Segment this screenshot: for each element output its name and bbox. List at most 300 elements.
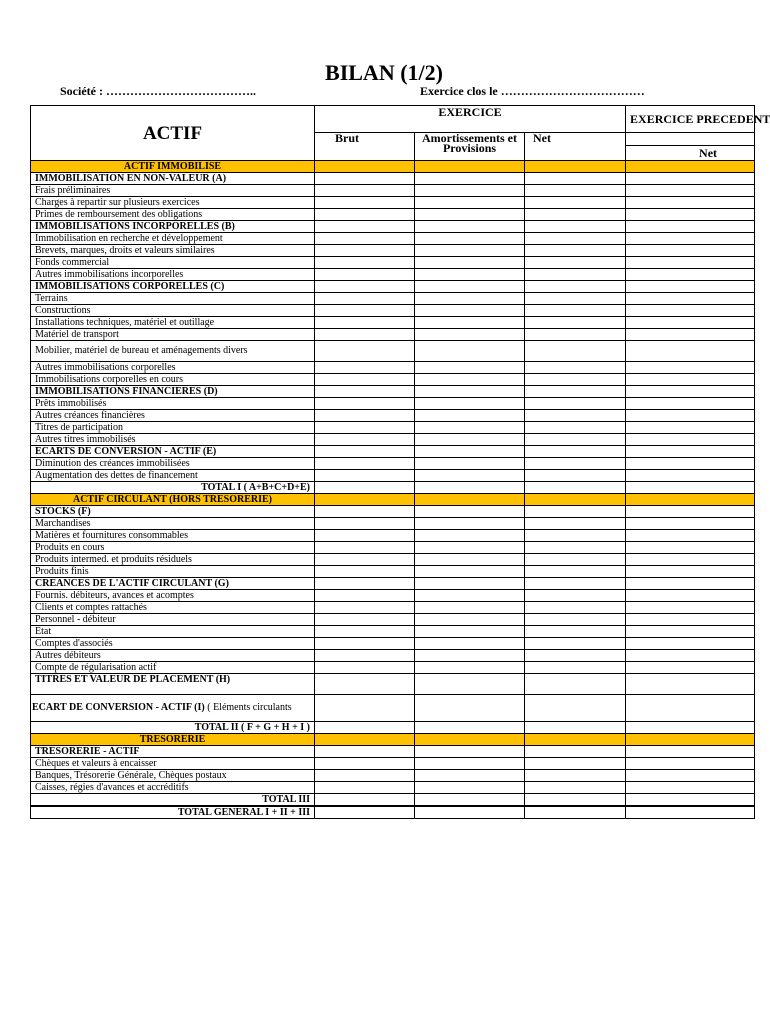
- row-label: ACTIF CIRCULANT (HORS TRESORERIE): [31, 494, 315, 506]
- amortissements-cell[interactable]: [415, 542, 525, 554]
- table-row: [31, 542, 755, 554]
- brut-cell[interactable]: [315, 398, 415, 410]
- amortissements-cell[interactable]: [415, 434, 525, 446]
- net-cell[interactable]: [525, 305, 626, 317]
- table-row: [31, 638, 755, 650]
- table-row: [31, 209, 755, 221]
- amortissements-cell[interactable]: [415, 695, 525, 722]
- brut-cell[interactable]: [315, 221, 415, 233]
- net-header: Net: [525, 133, 626, 161]
- net-cell[interactable]: [525, 758, 626, 770]
- brut-cell[interactable]: [315, 518, 415, 530]
- row-label: Comptes d'associés: [31, 638, 315, 650]
- net-prev-cell[interactable]: [626, 674, 755, 695]
- net-prev-cell[interactable]: [626, 602, 755, 614]
- brut-cell[interactable]: [315, 197, 415, 209]
- net-prev-cell[interactable]: [626, 626, 755, 638]
- net-prev-cell[interactable]: [626, 530, 755, 542]
- net-cell[interactable]: [525, 518, 626, 530]
- net-prev-cell[interactable]: [626, 233, 755, 245]
- net-cell[interactable]: [525, 590, 626, 602]
- net-cell[interactable]: [525, 233, 626, 245]
- amortissements-cell[interactable]: [415, 374, 525, 386]
- amortissements-cell[interactable]: [415, 530, 525, 542]
- row-label: Prêts immobilisés: [31, 398, 315, 410]
- row-label: STOCKS (F): [31, 506, 315, 518]
- net-prev-cell[interactable]: [626, 506, 755, 518]
- net-cell[interactable]: [525, 470, 626, 482]
- table-row: [31, 782, 755, 794]
- net-prev-cell[interactable]: [626, 566, 755, 578]
- net-prev-cell[interactable]: [626, 782, 755, 794]
- amortissements-cell[interactable]: [415, 161, 525, 173]
- table-row: [31, 602, 755, 614]
- net-cell[interactable]: [525, 506, 626, 518]
- table-row: [31, 233, 755, 245]
- row-label: Titres de participation: [31, 422, 315, 434]
- net-cell[interactable]: [525, 281, 626, 293]
- brut-cell[interactable]: [315, 494, 415, 506]
- net-prev-cell[interactable]: [626, 305, 755, 317]
- net-prev-cell[interactable]: [626, 173, 755, 185]
- net-prev-cell[interactable]: [626, 185, 755, 197]
- amortissements-cell[interactable]: [415, 590, 525, 602]
- table-row: [31, 614, 755, 626]
- amortissements-cell[interactable]: [415, 566, 525, 578]
- total-row: [31, 806, 755, 819]
- total-row: [31, 482, 755, 494]
- net-prev-cell[interactable]: [626, 257, 755, 269]
- brut-cell[interactable]: [315, 341, 415, 362]
- net-prev-cell[interactable]: [626, 293, 755, 305]
- row-label: Etat: [31, 626, 315, 638]
- brut-cell[interactable]: [315, 782, 415, 794]
- amortissements-cell[interactable]: [415, 386, 525, 398]
- amortissements-cell[interactable]: [415, 626, 525, 638]
- brut-cell[interactable]: [315, 770, 415, 782]
- net-prev-cell[interactable]: [626, 197, 755, 209]
- amortissements-cell[interactable]: [415, 602, 525, 614]
- row-label: TRESORERIE - ACTIF: [31, 746, 315, 758]
- amortissements-cell[interactable]: [415, 209, 525, 221]
- brut-cell[interactable]: [315, 293, 415, 305]
- brut-cell[interactable]: [315, 362, 415, 374]
- societe-line: Société : ………………………………..: [60, 84, 256, 98]
- row-label: IMMOBILISATIONS FINANCIERES (D): [31, 386, 315, 398]
- net-cell[interactable]: [525, 386, 626, 398]
- amortissements-cell[interactable]: [415, 782, 525, 794]
- row-label: CREANCES DE L'ACTIF CIRCULANT (G): [31, 578, 315, 590]
- brut-cell[interactable]: [315, 269, 415, 281]
- amortissements-cell[interactable]: [415, 185, 525, 197]
- row-label: ECARTS DE CONVERSION - ACTIF (E): [31, 446, 315, 458]
- net-prev-cell[interactable]: [626, 494, 755, 506]
- brut-cell[interactable]: [315, 554, 415, 566]
- net-cell[interactable]: [525, 173, 626, 185]
- row-label: TOTAL GENERAL I + II + III: [31, 806, 315, 819]
- brut-cell[interactable]: [315, 566, 415, 578]
- net-cell[interactable]: [525, 161, 626, 173]
- brut-cell[interactable]: [315, 233, 415, 245]
- table-row: [31, 650, 755, 662]
- table-row: [31, 770, 755, 782]
- net-cell[interactable]: [525, 257, 626, 269]
- amortissements-cell[interactable]: [415, 293, 525, 305]
- net-prev-cell[interactable]: [626, 329, 755, 341]
- amortissements-cell[interactable]: [415, 470, 525, 482]
- amortissements-cell[interactable]: [415, 734, 525, 746]
- exercice-header: EXERCICE: [315, 106, 626, 133]
- row-label: Compte de régularisation actif: [31, 662, 315, 674]
- brut-cell[interactable]: [315, 305, 415, 317]
- net-cell[interactable]: [525, 578, 626, 590]
- net-cell[interactable]: [525, 221, 626, 233]
- row-label: Immobilisation en recherche et développement: [31, 233, 315, 245]
- amortissements-cell[interactable]: [415, 458, 525, 470]
- row-label: Charges à repartir sur plusieurs exercices: [31, 197, 315, 209]
- net-cell[interactable]: [525, 458, 626, 470]
- net-prev-cell[interactable]: [626, 746, 755, 758]
- row-label: IMMOBILISATIONS CORPORELLES (C): [31, 281, 315, 293]
- amortissements-cell[interactable]: [415, 398, 525, 410]
- brut-cell[interactable]: [315, 209, 415, 221]
- net-cell[interactable]: [525, 317, 626, 329]
- table-row: [31, 410, 755, 422]
- amortissements-cell[interactable]: [415, 482, 525, 494]
- net-cell[interactable]: [525, 422, 626, 434]
- table-row: [31, 257, 755, 269]
- net-cell[interactable]: [525, 542, 626, 554]
- row-label: TOTAL I ( A+B+C+D+E): [31, 482, 315, 494]
- row-label: Banques, Trésorerie Générale, Chèques postaux: [31, 770, 315, 782]
- amortissements-cell[interactable]: [415, 578, 525, 590]
- brut-cell[interactable]: [315, 722, 415, 734]
- amortissements-cell[interactable]: [415, 317, 525, 329]
- amortissements-cell[interactable]: [415, 506, 525, 518]
- amortissements-cell[interactable]: [415, 614, 525, 626]
- net-cell[interactable]: [525, 362, 626, 374]
- row-label: Matières et fournitures consommables: [31, 530, 315, 542]
- amortissements-cell[interactable]: [415, 722, 525, 734]
- brut-cell[interactable]: [315, 482, 415, 494]
- brut-cell[interactable]: [315, 185, 415, 197]
- amortissements-cell[interactable]: [415, 422, 525, 434]
- net-prev-cell[interactable]: [626, 434, 755, 446]
- amortissements-cell[interactable]: [415, 305, 525, 317]
- page-title: BILAN (1/2): [325, 60, 443, 85]
- amortissements-cell[interactable]: [415, 518, 525, 530]
- net-prev-cell[interactable]: [626, 317, 755, 329]
- brut-cell[interactable]: [315, 257, 415, 269]
- amortissements-cell[interactable]: [415, 173, 525, 185]
- table-row: [31, 269, 755, 281]
- amortissements-cell[interactable]: [415, 746, 525, 758]
- table-row: [31, 422, 755, 434]
- net-cell[interactable]: [525, 293, 626, 305]
- row-label: Personnel - débiteur: [31, 614, 315, 626]
- amortissements-cell[interactable]: [415, 257, 525, 269]
- table-row: [31, 530, 755, 542]
- prev-spacer-cell: [626, 133, 755, 146]
- amortissements-cell[interactable]: [415, 650, 525, 662]
- net-prev-cell[interactable]: [626, 470, 755, 482]
- net-cell[interactable]: [525, 482, 626, 494]
- net-cell[interactable]: [525, 446, 626, 458]
- net-prev-cell[interactable]: [626, 341, 755, 362]
- row-label: IMMOBILISATIONS INCORPORELLES (B): [31, 221, 315, 233]
- amortissements-cell[interactable]: [415, 662, 525, 674]
- net-prev-cell[interactable]: [626, 518, 755, 530]
- table-row: [31, 746, 755, 758]
- net-cell[interactable]: [525, 746, 626, 758]
- row-label: Primes de remboursement des obligations: [31, 209, 315, 221]
- amortissements-cell[interactable]: [415, 494, 525, 506]
- row-label: Frais préliminaires: [31, 185, 315, 197]
- net-cell[interactable]: [525, 410, 626, 422]
- net-cell[interactable]: [525, 782, 626, 794]
- amortissements-cell[interactable]: [415, 233, 525, 245]
- row-label: Clients et comptes rattachés: [31, 602, 315, 614]
- brut-cell[interactable]: [315, 317, 415, 329]
- brut-cell[interactable]: [315, 281, 415, 293]
- amortissements-cell[interactable]: [415, 806, 525, 819]
- net-prev-cell[interactable]: [626, 590, 755, 602]
- net-prev-cell[interactable]: [626, 806, 755, 819]
- table-row: [31, 221, 755, 233]
- brut-cell[interactable]: [315, 626, 415, 638]
- amortissements-cell[interactable]: [415, 758, 525, 770]
- net-cell[interactable]: [525, 638, 626, 650]
- net-prev-cell[interactable]: [626, 794, 755, 807]
- amortissements-cell[interactable]: [415, 446, 525, 458]
- table-row: [31, 362, 755, 374]
- net-cell[interactable]: [525, 566, 626, 578]
- table-row: [31, 281, 755, 293]
- total-row: [31, 722, 755, 734]
- brut-cell[interactable]: [315, 386, 415, 398]
- net-prev-cell[interactable]: [626, 482, 755, 494]
- net-cell[interactable]: [525, 197, 626, 209]
- row-label: Fonds commercial: [31, 257, 315, 269]
- net-cell[interactable]: [525, 374, 626, 386]
- table-row: [31, 554, 755, 566]
- bilan-actif-table: [30, 105, 770, 819]
- net-prev-cell[interactable]: [626, 578, 755, 590]
- row-label: Fournis. débiteurs, avances et acomptes: [31, 590, 315, 602]
- brut-cell[interactable]: [315, 674, 415, 695]
- net-cell[interactable]: [525, 806, 626, 819]
- brut-cell[interactable]: [315, 458, 415, 470]
- net-prev-cell[interactable]: [626, 245, 755, 257]
- brut-cell[interactable]: [315, 161, 415, 173]
- amortissements-cell[interactable]: [415, 554, 525, 566]
- row-label: Caisses, régies d'avances et accréditifs: [31, 782, 315, 794]
- net-cell[interactable]: [525, 626, 626, 638]
- brut-cell[interactable]: [315, 374, 415, 386]
- net-prev-cell[interactable]: [626, 758, 755, 770]
- net-cell[interactable]: [525, 695, 626, 722]
- net-cell[interactable]: [525, 554, 626, 566]
- net-cell[interactable]: [525, 650, 626, 662]
- amortissements-cell[interactable]: [415, 362, 525, 374]
- section-band-row: [31, 494, 755, 506]
- net-cell[interactable]: [525, 770, 626, 782]
- amortissements-cell[interactable]: [415, 341, 525, 362]
- brut-cell[interactable]: [315, 638, 415, 650]
- exercice-precedent-header: EXERCICE PRECEDENT: [626, 106, 755, 133]
- brut-cell[interactable]: [315, 794, 415, 807]
- brut-cell[interactable]: [315, 542, 415, 554]
- actif-header: ACTIF: [31, 106, 315, 161]
- brut-cell[interactable]: [315, 590, 415, 602]
- table-row: [31, 662, 755, 674]
- row-label: [31, 695, 315, 722]
- net-cell[interactable]: [525, 734, 626, 746]
- table-row: [31, 590, 755, 602]
- net-cell[interactable]: [525, 269, 626, 281]
- amortissements-cell[interactable]: [415, 638, 525, 650]
- net-prev-cell[interactable]: [626, 650, 755, 662]
- row-label: Autres débiteurs: [31, 650, 315, 662]
- net-cell[interactable]: [525, 794, 626, 807]
- net-prev-cell[interactable]: [626, 446, 755, 458]
- net-prev-cell[interactable]: [626, 734, 755, 746]
- net-prev-cell[interactable]: [626, 542, 755, 554]
- brut-cell[interactable]: [315, 530, 415, 542]
- net-cell[interactable]: [525, 722, 626, 734]
- net-prev-cell[interactable]: [626, 269, 755, 281]
- amortissements-cell[interactable]: [415, 221, 525, 233]
- brut-cell[interactable]: [315, 470, 415, 482]
- net-prev-cell[interactable]: [626, 398, 755, 410]
- row-label: Constructions: [31, 305, 315, 317]
- net-prev-cell[interactable]: [626, 722, 755, 734]
- brut-cell[interactable]: [315, 329, 415, 341]
- amortissements-cell[interactable]: [415, 269, 525, 281]
- row-label: Diminution des créances immobilisées: [31, 458, 315, 470]
- net-cell[interactable]: [525, 602, 626, 614]
- row-label: Autres immobilisations incorporelles: [31, 269, 315, 281]
- row-label: TOTAL III: [31, 794, 315, 807]
- brut-cell[interactable]: [315, 695, 415, 722]
- net-prev-cell[interactable]: [626, 422, 755, 434]
- row-label: Terrains: [31, 293, 315, 305]
- row-label: Mobilier, matériel de bureau et aménagements divers: [31, 341, 315, 362]
- table-row: [31, 626, 755, 638]
- net-cell[interactable]: [525, 614, 626, 626]
- net-prev-cell[interactable]: [626, 458, 755, 470]
- brut-cell[interactable]: [315, 734, 415, 746]
- row-label: Produits intermed. et produits résiduels: [31, 554, 315, 566]
- brut-cell[interactable]: [315, 578, 415, 590]
- net-prev-header: Net: [626, 146, 755, 161]
- amortissements-cell[interactable]: [415, 410, 525, 422]
- table-row: [31, 695, 755, 722]
- brut-cell[interactable]: [315, 806, 415, 819]
- row-label: Produits en cours: [31, 542, 315, 554]
- row-label: Augmentation des dettes de financement: [31, 470, 315, 482]
- row-label: Autres titres immobilisés: [31, 434, 315, 446]
- table-row: [31, 434, 755, 446]
- total-row: [31, 794, 755, 807]
- net-prev-cell[interactable]: [626, 410, 755, 422]
- amortissements-cell[interactable]: [415, 329, 525, 341]
- net-prev-cell[interactable]: [626, 770, 755, 782]
- net-prev-cell[interactable]: [626, 386, 755, 398]
- net-cell[interactable]: [525, 662, 626, 674]
- brut-cell[interactable]: [315, 173, 415, 185]
- net-prev-cell[interactable]: [626, 221, 755, 233]
- net-cell[interactable]: [525, 245, 626, 257]
- amortissements-cell[interactable]: [415, 770, 525, 782]
- brut-cell[interactable]: [315, 506, 415, 518]
- row-label: Installations techniques, matériel et outillage: [31, 317, 315, 329]
- brut-cell[interactable]: [315, 662, 415, 674]
- net-prev-cell[interactable]: [626, 374, 755, 386]
- row-label: Matériel de transport: [31, 329, 315, 341]
- net-prev-cell[interactable]: [626, 209, 755, 221]
- brut-cell[interactable]: [315, 410, 415, 422]
- table-row: [31, 758, 755, 770]
- net-prev-cell[interactable]: [626, 554, 755, 566]
- net-prev-cell[interactable]: [626, 161, 755, 173]
- net-prev-cell[interactable]: [626, 662, 755, 674]
- net-cell[interactable]: [525, 341, 626, 362]
- net-prev-cell[interactable]: [626, 362, 755, 374]
- amortissements-cell[interactable]: [415, 197, 525, 209]
- net-cell[interactable]: [525, 329, 626, 341]
- table-row: [31, 566, 755, 578]
- brut-cell[interactable]: [315, 650, 415, 662]
- brut-cell[interactable]: [315, 746, 415, 758]
- amortissements-cell[interactable]: [415, 794, 525, 807]
- net-cell[interactable]: [525, 674, 626, 695]
- net-cell[interactable]: [525, 494, 626, 506]
- brut-cell[interactable]: [315, 614, 415, 626]
- brut-cell[interactable]: [315, 245, 415, 257]
- net-prev-cell[interactable]: [626, 695, 755, 722]
- amortissements-cell[interactable]: [415, 674, 525, 695]
- net-cell[interactable]: [525, 434, 626, 446]
- amortissements-cell[interactable]: [415, 281, 525, 293]
- table-row: [31, 197, 755, 209]
- brut-cell[interactable]: [315, 446, 415, 458]
- header-row-1: [31, 106, 755, 133]
- net-cell[interactable]: [525, 398, 626, 410]
- net-cell[interactable]: [525, 209, 626, 221]
- table-row: [31, 293, 755, 305]
- net-cell[interactable]: [525, 530, 626, 542]
- table-row: [31, 578, 755, 590]
- row-label: TITRES ET VALEUR DE PLACEMENT (H): [31, 674, 315, 695]
- row-label: Marchandises: [31, 518, 315, 530]
- brut-cell[interactable]: [315, 422, 415, 434]
- net-prev-cell[interactable]: [626, 638, 755, 650]
- table-row: [31, 386, 755, 398]
- table-row: [31, 458, 755, 470]
- table-row: [31, 470, 755, 482]
- brut-cell[interactable]: [315, 758, 415, 770]
- net-prev-cell[interactable]: [626, 614, 755, 626]
- brut-cell[interactable]: [315, 602, 415, 614]
- brut-cell[interactable]: [315, 434, 415, 446]
- section-band-row: [31, 161, 755, 173]
- table-row: [31, 185, 755, 197]
- amortissements-cell[interactable]: [415, 245, 525, 257]
- section-band-row: [31, 734, 755, 746]
- net-cell[interactable]: [525, 185, 626, 197]
- net-prev-cell[interactable]: [626, 281, 755, 293]
